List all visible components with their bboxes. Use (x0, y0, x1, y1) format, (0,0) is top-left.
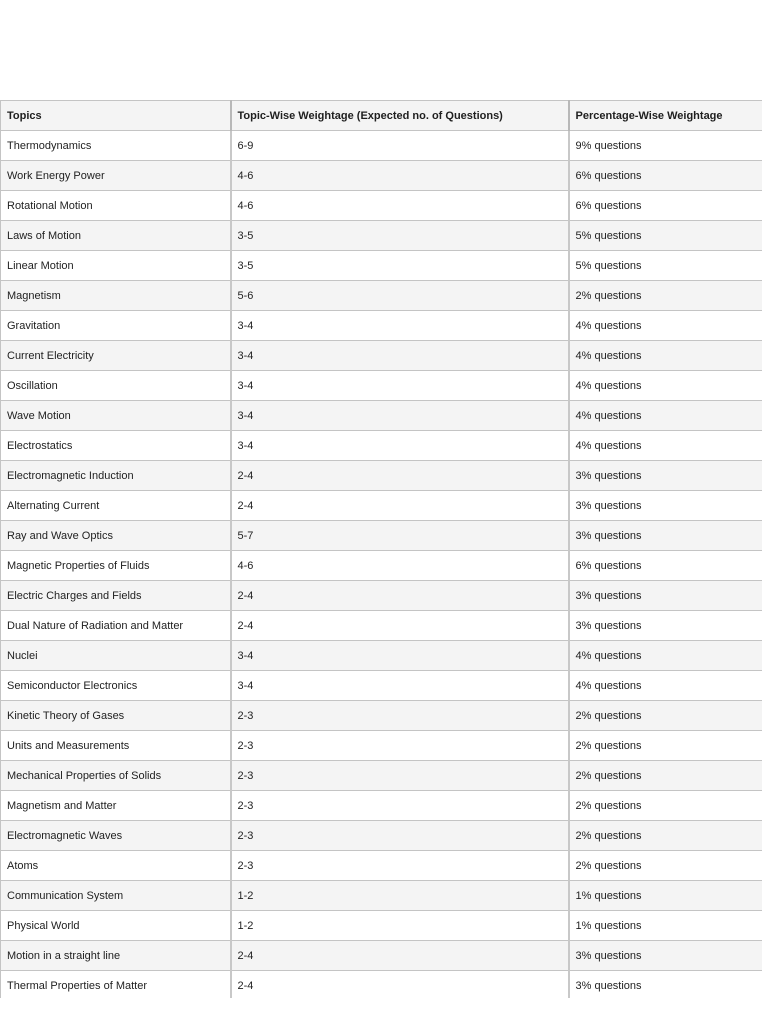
table-row (1, 671, 763, 701)
cell-topic: Electromagnetic Waves (1, 821, 231, 851)
table-row (1, 191, 763, 221)
cell-percentage: 4% questions (569, 371, 763, 401)
cell-percentage: 4% questions (569, 641, 763, 671)
cell-expected-questions: 4-6 (231, 191, 569, 221)
cell-topic: Mechanical Properties of Solids (1, 761, 231, 791)
table-row (1, 341, 763, 371)
table-row (1, 311, 763, 341)
cell-percentage: 3% questions (569, 581, 763, 611)
cell-expected-questions: 2-3 (231, 761, 569, 791)
cell-percentage: 5% questions (569, 251, 763, 281)
cell-percentage: 5% questions (569, 221, 763, 251)
cell-percentage: 2% questions (569, 761, 763, 791)
cell-expected-questions: 6-9 (231, 131, 569, 161)
table-row (1, 731, 763, 761)
cell-expected-questions: 2-3 (231, 851, 569, 881)
cell-topic: Electric Charges and Fields (1, 581, 231, 611)
cell-topic: Magnetism and Matter (1, 791, 231, 821)
cell-topic: Dual Nature of Radiation and Matter (1, 611, 231, 641)
cell-percentage: 2% questions (569, 701, 763, 731)
table-row (1, 911, 763, 941)
cell-percentage: 3% questions (569, 971, 763, 999)
cell-percentage: 1% questions (569, 881, 763, 911)
table-row (1, 461, 763, 491)
cell-topic: Gravitation (1, 311, 231, 341)
cell-percentage: 3% questions (569, 461, 763, 491)
table-row (1, 401, 763, 431)
cell-percentage: 9% questions (569, 131, 763, 161)
cell-topic: Electromagnetic Induction (1, 461, 231, 491)
table-row (1, 761, 763, 791)
cell-percentage: 2% questions (569, 821, 763, 851)
table-row (1, 131, 763, 161)
cell-percentage: 4% questions (569, 431, 763, 461)
cell-expected-questions: 2-4 (231, 941, 569, 971)
weightage-table-container (0, 100, 762, 998)
table-row (1, 851, 763, 881)
cell-percentage: 6% questions (569, 191, 763, 221)
cell-percentage: 2% questions (569, 731, 763, 761)
cell-expected-questions: 5-6 (231, 281, 569, 311)
table-row (1, 161, 763, 191)
cell-expected-questions: 5-7 (231, 521, 569, 551)
cell-expected-questions: 3-4 (231, 431, 569, 461)
cell-expected-questions: 2-3 (231, 791, 569, 821)
cell-expected-questions: 2-4 (231, 581, 569, 611)
cell-percentage: 1% questions (569, 911, 763, 941)
table-row (1, 641, 763, 671)
header-topic-wise-weightage: Topic-Wise Weightage (Expected no. of Questions) (231, 101, 569, 131)
table-header-row (1, 101, 763, 131)
table-row (1, 611, 763, 641)
cell-expected-questions: 1-2 (231, 881, 569, 911)
table-row (1, 971, 763, 999)
table-body (1, 131, 763, 999)
cell-topic: Current Electricity (1, 341, 231, 371)
table-row (1, 701, 763, 731)
cell-topic: Nuclei (1, 641, 231, 671)
cell-expected-questions: 3-5 (231, 221, 569, 251)
cell-topic: Linear Motion (1, 251, 231, 281)
cell-percentage: 6% questions (569, 551, 763, 581)
cell-expected-questions: 2-4 (231, 971, 569, 999)
cell-expected-questions: 2-3 (231, 701, 569, 731)
cell-percentage: 2% questions (569, 791, 763, 821)
cell-topic: Units and Measurements (1, 731, 231, 761)
cell-expected-questions: 2-3 (231, 821, 569, 851)
cell-percentage: 6% questions (569, 161, 763, 191)
cell-expected-questions: 3-4 (231, 401, 569, 431)
cell-expected-questions: 3-4 (231, 671, 569, 701)
cell-topic: Thermal Properties of Matter (1, 971, 231, 999)
cell-topic: Magnetic Properties of Fluids (1, 551, 231, 581)
cell-percentage: 2% questions (569, 281, 763, 311)
header-topics: Topics (1, 101, 231, 131)
cell-topic: Communication System (1, 881, 231, 911)
header-percentage-wise-weightage: Percentage-Wise Weightage (569, 101, 763, 131)
table-row (1, 281, 763, 311)
cell-percentage: 4% questions (569, 341, 763, 371)
cell-expected-questions: 4-6 (231, 161, 569, 191)
cell-topic: Thermodynamics (1, 131, 231, 161)
table-row (1, 551, 763, 581)
cell-topic: Rotational Motion (1, 191, 231, 221)
cell-topic: Oscillation (1, 371, 231, 401)
cell-expected-questions: 3-4 (231, 341, 569, 371)
cell-expected-questions: 3-4 (231, 641, 569, 671)
table-row (1, 251, 763, 281)
cell-percentage: 4% questions (569, 671, 763, 701)
cell-expected-questions: 3-5 (231, 251, 569, 281)
weightage-table (0, 100, 762, 998)
table-row (1, 881, 763, 911)
cell-percentage: 4% questions (569, 311, 763, 341)
cell-topic: Motion in a straight line (1, 941, 231, 971)
table-row (1, 431, 763, 461)
cell-expected-questions: 2-4 (231, 491, 569, 521)
cell-percentage: 3% questions (569, 941, 763, 971)
cell-expected-questions: 1-2 (231, 911, 569, 941)
cell-topic: Alternating Current (1, 491, 231, 521)
cell-topic: Work Energy Power (1, 161, 231, 191)
cell-topic: Electrostatics (1, 431, 231, 461)
cell-percentage: 3% questions (569, 611, 763, 641)
cell-topic: Atoms (1, 851, 231, 881)
cell-topic: Semiconductor Electronics (1, 671, 231, 701)
cell-topic: Laws of Motion (1, 221, 231, 251)
cell-percentage: 3% questions (569, 521, 763, 551)
cell-expected-questions: 3-4 (231, 311, 569, 341)
cell-percentage: 4% questions (569, 401, 763, 431)
table-row (1, 791, 763, 821)
cell-expected-questions: 3-4 (231, 371, 569, 401)
cell-expected-questions: 2-4 (231, 611, 569, 641)
cell-topic: Ray and Wave Optics (1, 521, 231, 551)
cell-expected-questions: 4-6 (231, 551, 569, 581)
table-row (1, 371, 763, 401)
cell-topic: Magnetism (1, 281, 231, 311)
cell-topic: Kinetic Theory of Gases (1, 701, 231, 731)
table-row (1, 821, 763, 851)
cell-topic: Wave Motion (1, 401, 231, 431)
cell-expected-questions: 2-4 (231, 461, 569, 491)
cell-percentage: 2% questions (569, 851, 763, 881)
cell-expected-questions: 2-3 (231, 731, 569, 761)
table-row (1, 941, 763, 971)
cell-percentage: 3% questions (569, 491, 763, 521)
table-row (1, 221, 763, 251)
table-row (1, 521, 763, 551)
table-row (1, 491, 763, 521)
table-row (1, 581, 763, 611)
cell-topic: Physical World (1, 911, 231, 941)
